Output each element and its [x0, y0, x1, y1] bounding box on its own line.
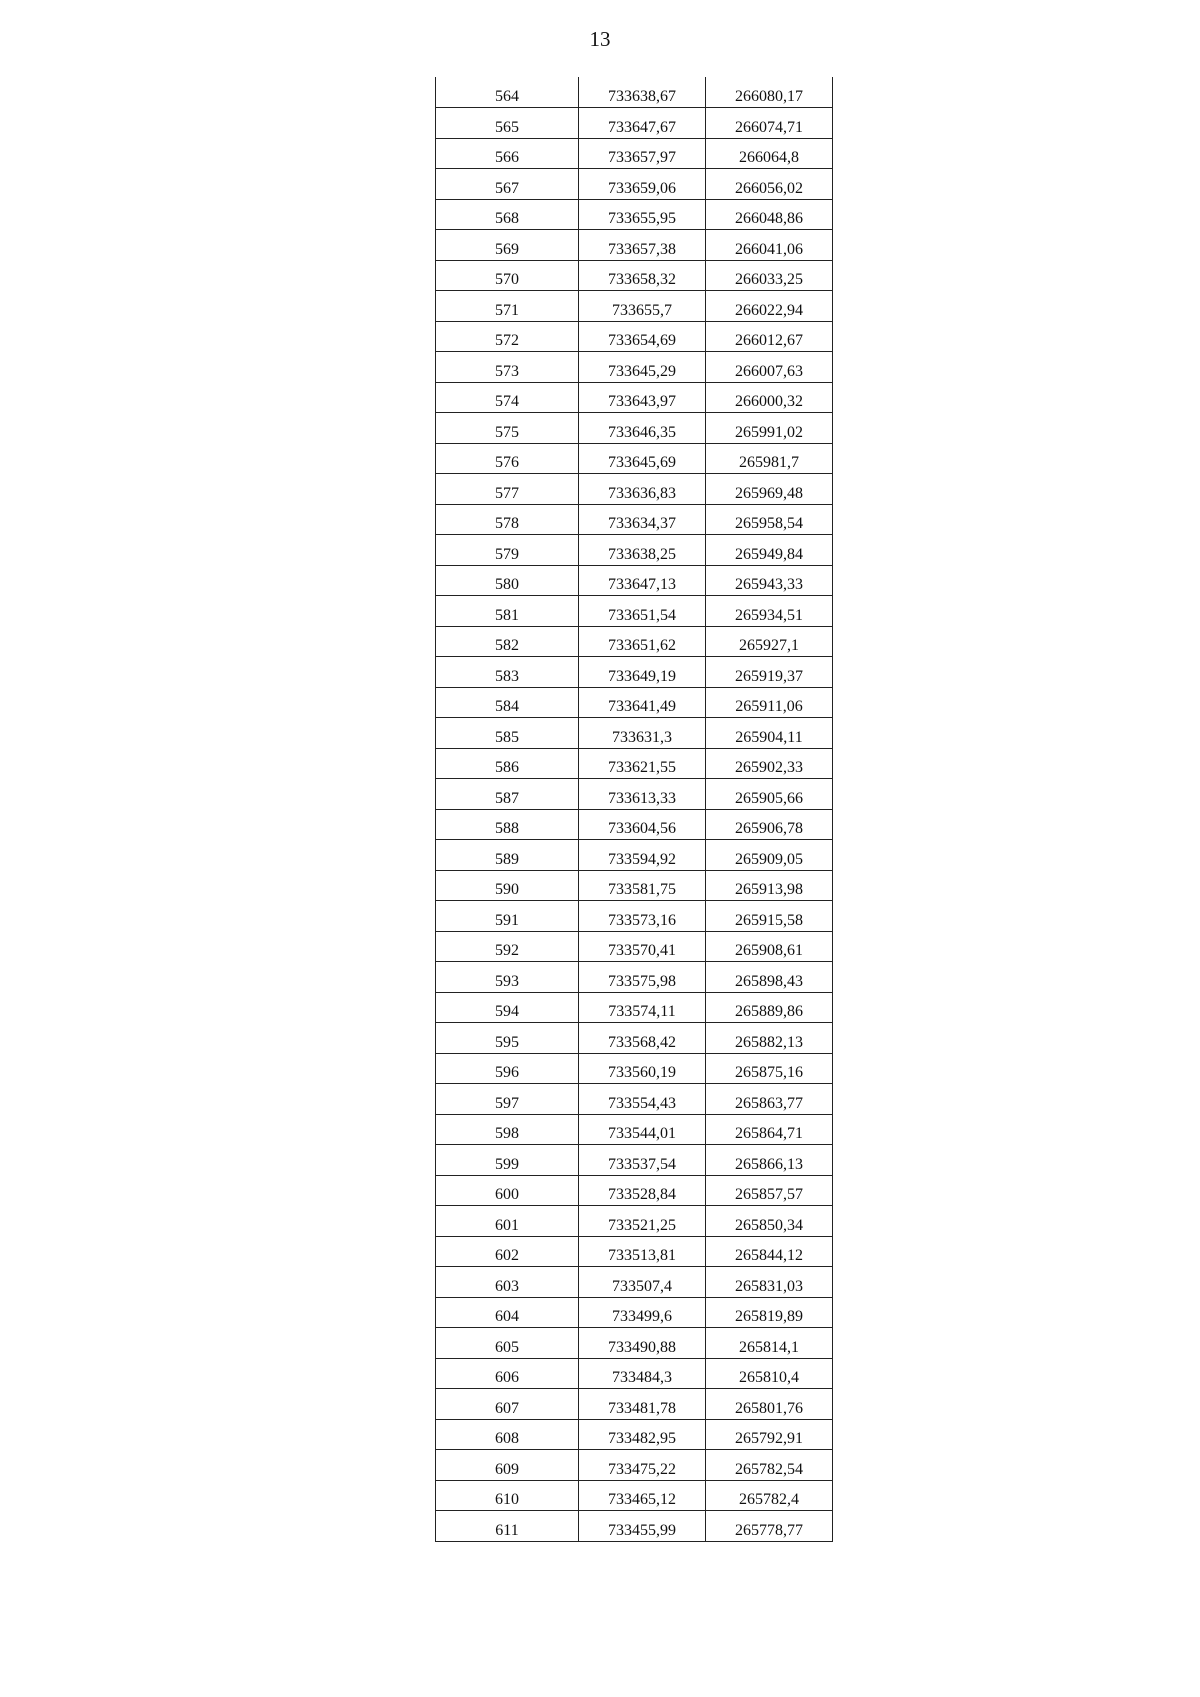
y-coordinate-cell: 265934,51: [706, 596, 833, 627]
x-coordinate-cell: 733521,25: [579, 1206, 706, 1237]
point-number-cell: 589: [436, 840, 579, 871]
x-coordinate-cell: 733574,11: [579, 992, 706, 1023]
point-number-cell: 577: [436, 474, 579, 505]
point-number-cell: 582: [436, 626, 579, 657]
table-row: [436, 962, 833, 993]
y-coordinate-cell: 266048,86: [706, 199, 833, 230]
x-coordinate-cell: 733657,97: [579, 138, 706, 169]
x-coordinate-cell: 733544,01: [579, 1114, 706, 1145]
x-coordinate-cell: 733455,99: [579, 1511, 706, 1542]
point-number-cell: 593: [436, 962, 579, 993]
x-coordinate-cell: 733594,92: [579, 840, 706, 871]
y-coordinate-cell: 265782,54: [706, 1450, 833, 1481]
point-number-cell: 568: [436, 199, 579, 230]
y-coordinate-cell: 265875,16: [706, 1053, 833, 1084]
coordinates-table-body: [436, 77, 833, 1541]
point-number-cell: 590: [436, 870, 579, 901]
x-coordinate-cell: 733604,56: [579, 809, 706, 840]
table-row: [436, 870, 833, 901]
point-number-cell: 597: [436, 1084, 579, 1115]
point-number-cell: 594: [436, 992, 579, 1023]
point-number-cell: 595: [436, 1023, 579, 1054]
point-number-cell: 598: [436, 1114, 579, 1145]
table-row: [436, 169, 833, 200]
y-coordinate-cell: 265991,02: [706, 413, 833, 444]
y-coordinate-cell: 265810,4: [706, 1358, 833, 1389]
y-coordinate-cell: 266056,02: [706, 169, 833, 200]
table-row: [436, 748, 833, 779]
table-row: [436, 565, 833, 596]
table-row: [436, 1419, 833, 1450]
table-row: [436, 138, 833, 169]
point-number-cell: 585: [436, 718, 579, 749]
point-number-cell: 592: [436, 931, 579, 962]
coordinates-table: [435, 77, 833, 1542]
table-row: [436, 1114, 833, 1145]
x-coordinate-cell: 733647,13: [579, 565, 706, 596]
x-coordinate-cell: 733465,12: [579, 1480, 706, 1511]
table-row: [436, 1297, 833, 1328]
x-coordinate-cell: 733659,06: [579, 169, 706, 200]
y-coordinate-cell: 265819,89: [706, 1297, 833, 1328]
x-coordinate-cell: 733560,19: [579, 1053, 706, 1084]
table-row: [436, 901, 833, 932]
x-coordinate-cell: 733651,54: [579, 596, 706, 627]
x-coordinate-cell: 733513,81: [579, 1236, 706, 1267]
x-coordinate-cell: 733570,41: [579, 931, 706, 962]
point-number-cell: 580: [436, 565, 579, 596]
point-number-cell: 569: [436, 230, 579, 261]
point-number-cell: 607: [436, 1389, 579, 1420]
point-number-cell: 603: [436, 1267, 579, 1298]
table-row: [436, 931, 833, 962]
x-coordinate-cell: 733573,16: [579, 901, 706, 932]
table-row: [436, 1084, 833, 1115]
table-row: [436, 779, 833, 810]
x-coordinate-cell: 733636,83: [579, 474, 706, 505]
y-coordinate-cell: 265882,13: [706, 1023, 833, 1054]
point-number-cell: 604: [436, 1297, 579, 1328]
x-coordinate-cell: 733658,32: [579, 260, 706, 291]
y-coordinate-cell: 266080,17: [706, 77, 833, 108]
x-coordinate-cell: 733482,95: [579, 1419, 706, 1450]
y-coordinate-cell: 265905,66: [706, 779, 833, 810]
y-coordinate-cell: 266012,67: [706, 321, 833, 352]
y-coordinate-cell: 266074,71: [706, 108, 833, 139]
point-number-cell: 584: [436, 687, 579, 718]
point-number-cell: 565: [436, 108, 579, 139]
x-coordinate-cell: 733568,42: [579, 1023, 706, 1054]
point-number-cell: 600: [436, 1175, 579, 1206]
point-number-cell: 567: [436, 169, 579, 200]
y-coordinate-cell: 265792,91: [706, 1419, 833, 1450]
x-coordinate-cell: 733613,33: [579, 779, 706, 810]
table-row: [436, 1267, 833, 1298]
y-coordinate-cell: 265857,57: [706, 1175, 833, 1206]
table-row: [436, 504, 833, 535]
y-coordinate-cell: 265908,61: [706, 931, 833, 962]
table-row: [436, 1175, 833, 1206]
point-number-cell: 587: [436, 779, 579, 810]
point-number-cell: 591: [436, 901, 579, 932]
table-row: [436, 840, 833, 871]
y-coordinate-cell: 265958,54: [706, 504, 833, 535]
x-coordinate-cell: 733657,38: [579, 230, 706, 261]
y-coordinate-cell: 266007,63: [706, 352, 833, 383]
table-row: [436, 657, 833, 688]
x-coordinate-cell: 733651,62: [579, 626, 706, 657]
table-row: [436, 535, 833, 566]
table-row: [436, 1023, 833, 1054]
y-coordinate-cell: 265864,71: [706, 1114, 833, 1145]
table-row: [436, 352, 833, 383]
point-number-cell: 586: [436, 748, 579, 779]
x-coordinate-cell: 733645,69: [579, 443, 706, 474]
point-number-cell: 574: [436, 382, 579, 413]
table-row: [436, 443, 833, 474]
y-coordinate-cell: 265919,37: [706, 657, 833, 688]
y-coordinate-cell: 265831,03: [706, 1267, 833, 1298]
table-row: [436, 382, 833, 413]
x-coordinate-cell: 733638,25: [579, 535, 706, 566]
point-number-cell: 601: [436, 1206, 579, 1237]
table-row: [436, 1480, 833, 1511]
table-row: [436, 1328, 833, 1359]
table-row: [436, 1358, 833, 1389]
x-coordinate-cell: 733643,97: [579, 382, 706, 413]
table-row: [436, 1236, 833, 1267]
y-coordinate-cell: 265981,7: [706, 443, 833, 474]
table-row: [436, 321, 833, 352]
y-coordinate-cell: 266000,32: [706, 382, 833, 413]
table-row: [436, 809, 833, 840]
table-row: [436, 77, 833, 108]
point-number-cell: 566: [436, 138, 579, 169]
y-coordinate-cell: 265911,06: [706, 687, 833, 718]
table-row: [436, 687, 833, 718]
point-number-cell: 596: [436, 1053, 579, 1084]
y-coordinate-cell: 265801,76: [706, 1389, 833, 1420]
x-coordinate-cell: 733655,7: [579, 291, 706, 322]
x-coordinate-cell: 733499,6: [579, 1297, 706, 1328]
point-number-cell: 573: [436, 352, 579, 383]
x-coordinate-cell: 733647,67: [579, 108, 706, 139]
y-coordinate-cell: 265969,48: [706, 474, 833, 505]
point-number-cell: 581: [436, 596, 579, 627]
table-row: [436, 260, 833, 291]
x-coordinate-cell: 733481,78: [579, 1389, 706, 1420]
point-number-cell: 578: [436, 504, 579, 535]
y-coordinate-cell: 265778,77: [706, 1511, 833, 1542]
table-row: [436, 291, 833, 322]
point-number-cell: 572: [436, 321, 579, 352]
y-coordinate-cell: 265863,77: [706, 1084, 833, 1115]
x-coordinate-cell: 733655,95: [579, 199, 706, 230]
y-coordinate-cell: 265889,86: [706, 992, 833, 1023]
point-number-cell: 611: [436, 1511, 579, 1542]
point-number-cell: 602: [436, 1236, 579, 1267]
table-row: [436, 1206, 833, 1237]
x-coordinate-cell: 733641,49: [579, 687, 706, 718]
table-row: [436, 230, 833, 261]
y-coordinate-cell: 265898,43: [706, 962, 833, 993]
y-coordinate-cell: 265902,33: [706, 748, 833, 779]
point-number-cell: 588: [436, 809, 579, 840]
y-coordinate-cell: 266022,94: [706, 291, 833, 322]
table-row: [436, 474, 833, 505]
x-coordinate-cell: 733649,19: [579, 657, 706, 688]
y-coordinate-cell: 265782,4: [706, 1480, 833, 1511]
point-number-cell: 570: [436, 260, 579, 291]
y-coordinate-cell: 265909,05: [706, 840, 833, 871]
y-coordinate-cell: 265904,11: [706, 718, 833, 749]
x-coordinate-cell: 733581,75: [579, 870, 706, 901]
y-coordinate-cell: 266033,25: [706, 260, 833, 291]
table-row: [436, 992, 833, 1023]
y-coordinate-cell: 265906,78: [706, 809, 833, 840]
point-number-cell: 564: [436, 77, 579, 108]
table-row: [436, 413, 833, 444]
point-number-cell: 599: [436, 1145, 579, 1176]
y-coordinate-cell: 265927,1: [706, 626, 833, 657]
y-coordinate-cell: 265866,13: [706, 1145, 833, 1176]
y-coordinate-cell: 266064,8: [706, 138, 833, 169]
page-number: 13: [589, 27, 611, 51]
y-coordinate-cell: 265949,84: [706, 535, 833, 566]
point-number-cell: 575: [436, 413, 579, 444]
point-number-cell: 608: [436, 1419, 579, 1450]
table-row: [436, 1389, 833, 1420]
x-coordinate-cell: 733654,69: [579, 321, 706, 352]
x-coordinate-cell: 733634,37: [579, 504, 706, 535]
table-row: [436, 718, 833, 749]
table-row: [436, 108, 833, 139]
x-coordinate-cell: 733646,35: [579, 413, 706, 444]
point-number-cell: 609: [436, 1450, 579, 1481]
x-coordinate-cell: 733475,22: [579, 1450, 706, 1481]
y-coordinate-cell: 265913,98: [706, 870, 833, 901]
x-coordinate-cell: 733528,84: [579, 1175, 706, 1206]
table-row: [436, 1511, 833, 1542]
point-number-cell: 571: [436, 291, 579, 322]
table-row: [436, 199, 833, 230]
x-coordinate-cell: 733621,55: [579, 748, 706, 779]
y-coordinate-cell: 265850,34: [706, 1206, 833, 1237]
x-coordinate-cell: 733537,54: [579, 1145, 706, 1176]
table-row: [436, 596, 833, 627]
point-number-cell: 583: [436, 657, 579, 688]
x-coordinate-cell: 733554,43: [579, 1084, 706, 1115]
y-coordinate-cell: 265943,33: [706, 565, 833, 596]
x-coordinate-cell: 733575,98: [579, 962, 706, 993]
x-coordinate-cell: 733631,3: [579, 718, 706, 749]
point-number-cell: 579: [436, 535, 579, 566]
table-row: [436, 626, 833, 657]
y-coordinate-cell: 265814,1: [706, 1328, 833, 1359]
table-row: [436, 1450, 833, 1481]
x-coordinate-cell: 733645,29: [579, 352, 706, 383]
x-coordinate-cell: 733490,88: [579, 1328, 706, 1359]
y-coordinate-cell: 265844,12: [706, 1236, 833, 1267]
table-row: [436, 1053, 833, 1084]
x-coordinate-cell: 733484,3: [579, 1358, 706, 1389]
point-number-cell: 605: [436, 1328, 579, 1359]
point-number-cell: 576: [436, 443, 579, 474]
y-coordinate-cell: 266041,06: [706, 230, 833, 261]
y-coordinate-cell: 265915,58: [706, 901, 833, 932]
x-coordinate-cell: 733638,67: [579, 77, 706, 108]
point-number-cell: 610: [436, 1480, 579, 1511]
point-number-cell: 606: [436, 1358, 579, 1389]
x-coordinate-cell: 733507,4: [579, 1267, 706, 1298]
table-row: [436, 1145, 833, 1176]
